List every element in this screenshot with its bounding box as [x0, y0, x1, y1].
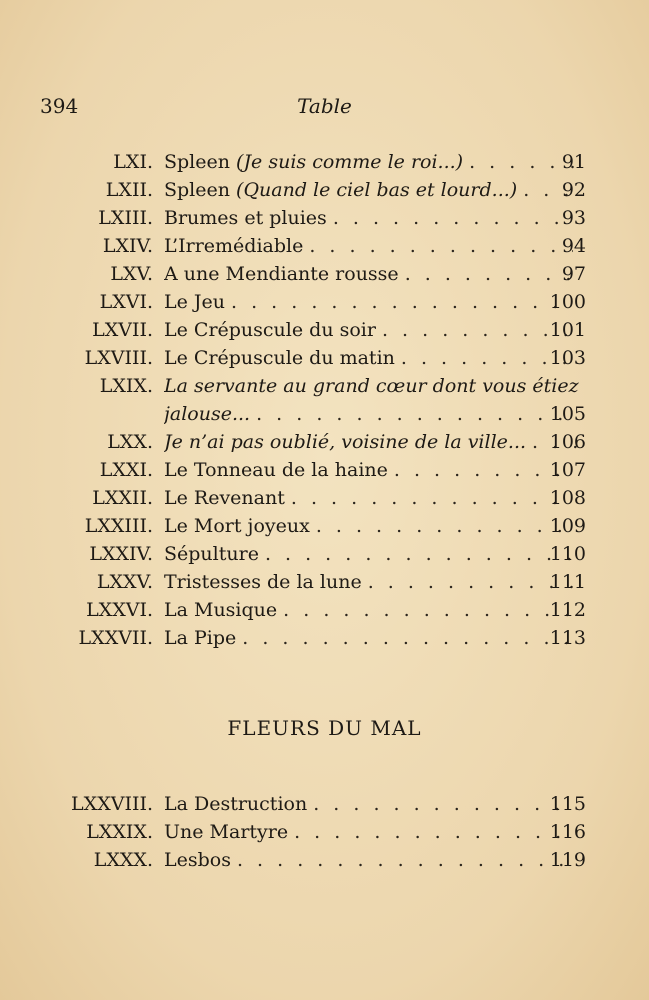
entry-number: LXXV.: [96, 571, 153, 593]
entry-page: 108: [549, 487, 586, 509]
leader-dots: [333, 204, 574, 232]
entry-title-italic: (Quand le ciel bas et lourd...): [236, 179, 518, 201]
leader-dots: [294, 818, 572, 846]
entry-page: 111: [549, 571, 586, 593]
toc-entry: [0, 596, 649, 624]
entry-page: 101: [549, 319, 586, 341]
entry-title-italic-continued: jalouse...: [164, 403, 251, 425]
running-title: Table: [297, 94, 352, 118]
leader-dots: [283, 596, 572, 624]
entry-number: LXXVII.: [78, 627, 153, 649]
entry-number: LXXI.: [99, 459, 153, 481]
entry-page: 107: [549, 459, 586, 481]
toc-entry: [0, 204, 649, 232]
entry-number: LXII.: [105, 179, 153, 201]
entry-page: 115: [549, 793, 586, 815]
toc-entry: [0, 818, 649, 846]
entry-page: 110: [549, 543, 586, 565]
entry-page: 105: [549, 403, 586, 425]
entry-number: LXXVIII.: [71, 793, 153, 815]
entry-number: LXXVI.: [86, 599, 153, 621]
leader-dots: [309, 232, 572, 260]
toc-entry: [0, 846, 649, 874]
entry-title: La Pipe: [164, 627, 237, 649]
leader-dots: [313, 790, 573, 818]
entry-number: LXXII.: [92, 487, 153, 509]
toc-entry: [0, 484, 649, 512]
toc-entry: [0, 148, 649, 176]
entry-number: LXI.: [113, 151, 153, 173]
entry-number: LXIV.: [102, 235, 153, 257]
entry-title-italic: (Je suis comme le roi...): [236, 151, 464, 173]
entry-number: LXV.: [110, 263, 153, 285]
entry-title: Spleen: [164, 151, 230, 173]
toc-entry: [0, 372, 649, 428]
entry-title: Le Crépuscule du soir: [164, 319, 376, 341]
entry-page: 100: [549, 291, 586, 313]
entry-number: LXVII.: [92, 319, 153, 341]
entry-title: Brumes et pluies: [164, 207, 327, 229]
leader-dots: [237, 846, 571, 874]
entry-number: LXIII.: [98, 207, 153, 229]
entry-page: 116: [549, 821, 586, 843]
toc-entry: [0, 232, 649, 260]
entry-title: La Musique: [164, 599, 278, 621]
toc-entry: [0, 568, 649, 596]
entry-number: LXIX.: [99, 375, 153, 397]
entry-page: 91: [561, 151, 586, 173]
leader-dots: [368, 568, 575, 596]
toc-entry: [0, 288, 649, 316]
entry-page: 94: [561, 235, 586, 257]
toc-entry: [0, 316, 649, 344]
leader-dots: [265, 540, 572, 568]
entry-title: Le Tonneau de la haine: [164, 459, 388, 481]
entry-page: 113: [549, 627, 586, 649]
entry-title: Le Crépuscule du matin: [164, 347, 395, 369]
entry-number: LXXX.: [93, 849, 153, 871]
leader-dots: [291, 484, 572, 512]
toc-entry: [0, 428, 649, 456]
toc-entry: [0, 260, 649, 288]
toc-entry: [0, 512, 649, 540]
entry-title: La Destruction: [164, 793, 308, 815]
entry-number: LXX.: [107, 431, 153, 453]
entry-page: 109: [549, 515, 586, 537]
entry-number: LXVIII.: [84, 347, 153, 369]
toc-entry: [0, 344, 649, 372]
toc-entry: [0, 540, 649, 568]
leader-dots: [256, 400, 571, 428]
entry-page: 92: [561, 179, 586, 201]
entry-title: Une Martyre: [164, 821, 289, 843]
table-of-contents: [0, 148, 649, 652]
leader-dots: [316, 512, 573, 540]
section-heading: FLEURS DU MAL: [227, 716, 422, 740]
entry-page: 97: [561, 263, 586, 285]
entry-title: Tristesses de la lune: [164, 571, 362, 593]
entry-page: 106: [549, 431, 586, 453]
toc-entry: [0, 790, 649, 818]
entry-number: LXXIX.: [86, 821, 153, 843]
entry-title-italic: Je n’ai pas oublié, voisine de la ville...: [164, 431, 527, 453]
toc-entry: [0, 456, 649, 484]
leader-dots: [405, 260, 576, 288]
leader-dots: [242, 624, 571, 652]
page-number: 394: [40, 94, 79, 118]
entry-title: Spleen: [164, 179, 230, 201]
leader-dots: [382, 316, 575, 344]
entry-number: LXXIII.: [84, 515, 153, 537]
section-contents: [0, 790, 649, 874]
entry-page: 103: [549, 347, 586, 369]
entry-title-italic: La servante au grand cœur dont vous étiez: [164, 375, 579, 397]
entry-title: Le Mort joyeux: [164, 515, 310, 537]
entry-page: 119: [549, 849, 586, 871]
entry-title: Le Revenant: [164, 487, 285, 509]
entry-title: Sépulture: [164, 543, 259, 565]
entry-title: A une Mendiante rousse: [164, 263, 399, 285]
entry-title: Lesbos: [164, 849, 231, 871]
entry-title: Le Jeu: [164, 291, 225, 313]
toc-entry: [0, 176, 649, 204]
entry-title: L’Irremédiable: [164, 235, 304, 257]
leader-dots: [394, 456, 575, 484]
entry-page: 112: [549, 599, 586, 621]
leader-dots: [231, 288, 571, 316]
toc-entry: [0, 624, 649, 652]
page-header: [0, 92, 649, 122]
entry-page: 93: [561, 207, 586, 229]
entry-number: LXXIV.: [89, 543, 153, 565]
entry-number: LXVI.: [99, 291, 153, 313]
